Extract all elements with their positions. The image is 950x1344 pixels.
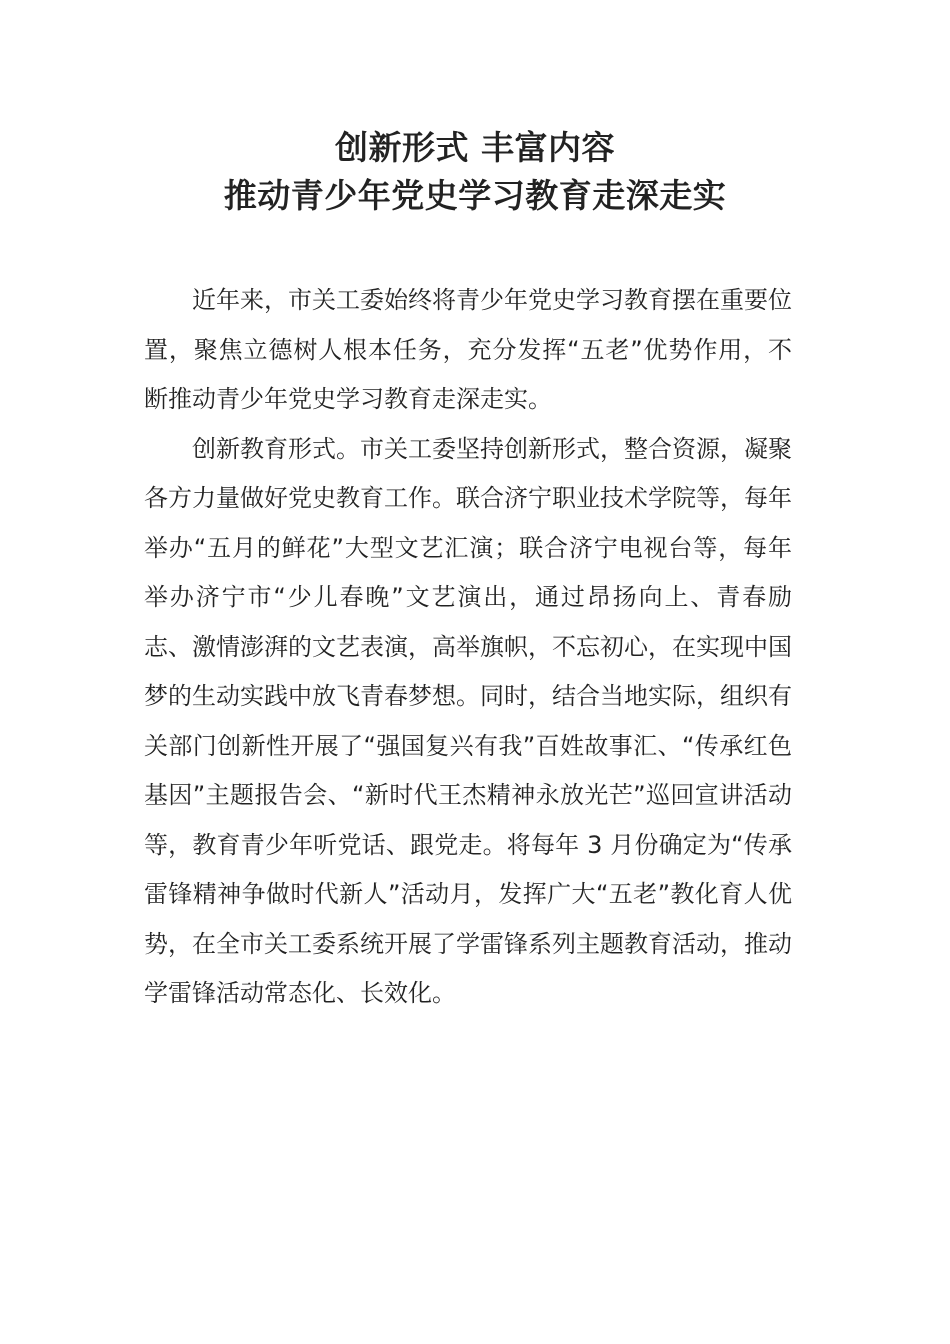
document-body	[144, 276, 792, 1019]
paragraph-intro: 近年来，市关工委始终将青少年党史学习教育摆在重要位置，聚焦立德树人根本任务，充分发挥“五老”优势作用，不断推动青少年党史学习教育走深走实。	[144, 286, 792, 413]
document-title	[0, 124, 950, 220]
paragraph-innovation: 创新教育形式。市关工委坚持创新形式，整合资源，凝聚各方力量做好党史教育工作。联合济宁职业技术学院等，每年举办“五月的鲜花”大型文艺汇演；联合济宁电视台等，每年举办济宁市“少儿春晚”文艺演出，通过昂扬向上、青春励志、激情澎湃的文艺表演，高举旗帜，不忘初心，在实现中国梦的生动实践中放飞青春梦想。同时，结合当地实际，组织有关部门创新性开展了“强国复兴有我”百姓故事汇、“传承红色基因”主题报告会、“新时代王杰精神永放光芒”巡回宣讲活动等，教育青少年听党话、跟党走。将每年 3 月份确定为“传承雷锋精神争做时代新人”活动月，发挥广大“五老”教化育人优势，在全市关工委系统开展了学雷锋系列主题教育活动，推动学雷锋活动常态化、长效化。	[144, 434, 792, 1007]
title-line-2: 推动青少年党史学习教育走深走实	[223, 176, 727, 215]
title-line-1: 创新形式 丰富内容	[335, 128, 615, 167]
